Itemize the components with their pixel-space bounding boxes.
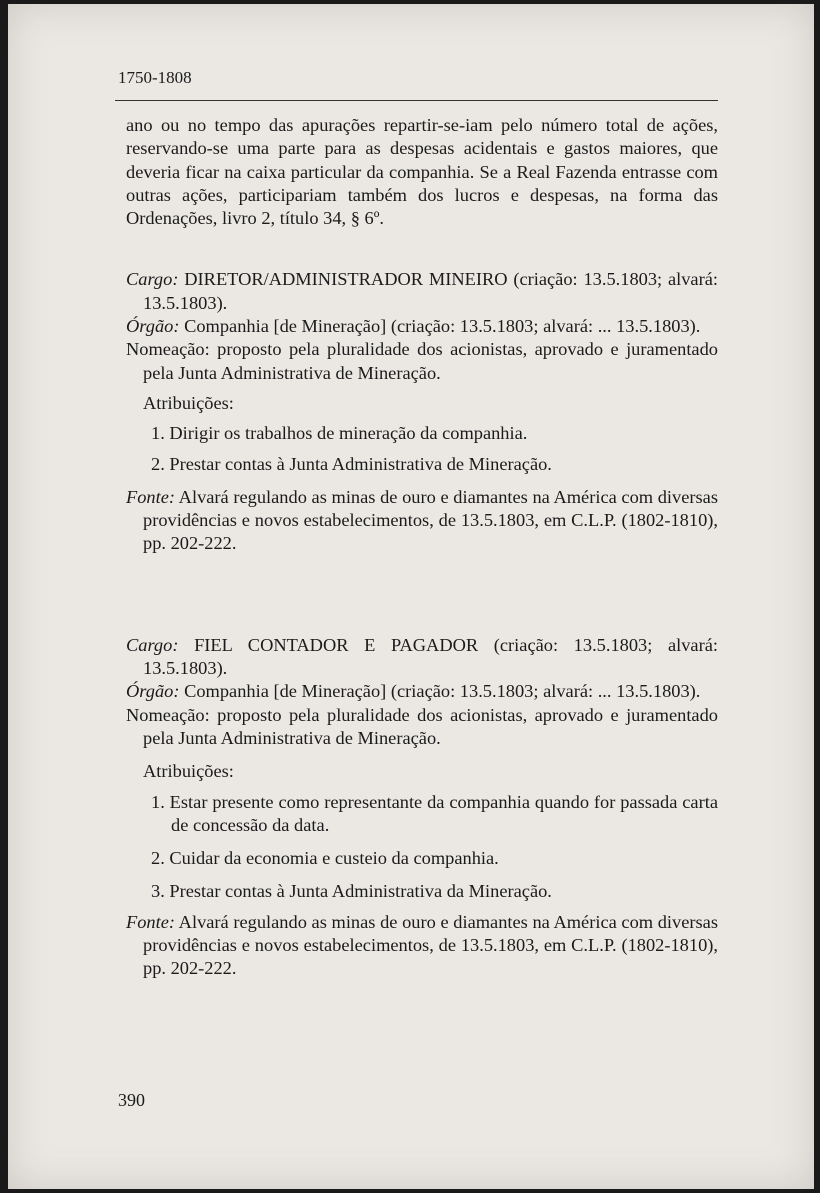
atribuicao-item: 1. Estar presente como representante da companhia quando for passada carta de concessão da data. <box>151 791 718 835</box>
atribuicoes-heading: Atribuições: <box>143 761 234 782</box>
atribuicao-item: 2. Prestar contas à Junta Administrativa de Mineração. <box>151 453 552 474</box>
intro-paragraph: ano ou no tempo das apurações repartir-se-iam pelo número total de ações, reservando-se uma parte para as despesas acidentais e gastos maiores, que deveria ficar na caixa particular da companhia. Se a Real Fazenda entrasse com outras ações, participariam também dos lucros e despesas, na forma das Ordenações, livro 2, título 34, § 6º. <box>126 115 718 229</box>
cargo-line <box>126 634 718 681</box>
orgao-text: Companhia [de Mineração] (criação: 13.5.1803; alvará: ... 13.5.1803). <box>184 316 701 337</box>
header-rule <box>115 100 718 101</box>
atribuicao-item: 3. Prestar contas à Junta Administrativa da Mineração. <box>151 881 552 902</box>
cargo-text: FIEL CONTADOR E PAGADOR (criação: 13.5.1803; alvará: 13.5.1803). <box>143 634 718 679</box>
running-title: 1750-1808 <box>118 68 192 87</box>
atribuicao-item: 2. Cuidar da economia e custeio da companhia. <box>151 848 499 869</box>
fonte-label: Fonte: <box>126 911 176 932</box>
atribuicoes-heading: Atribuições: <box>143 392 234 413</box>
nomeacao-line: Nomeação: proposto pela pluralidade dos acionistas, aprovado e juramentado pela Junta Administrativa de Mineração. <box>126 339 718 383</box>
page-content <box>126 114 718 981</box>
entry-fiel-contador <box>126 634 718 981</box>
orgao-line <box>126 680 718 703</box>
page-number: 390 <box>118 1090 145 1110</box>
nomeacao-line: Nomeação: proposto pela pluralidade dos acionistas, aprovado e juramentado pela Junta Administrativa de Mineração. <box>126 704 718 748</box>
cargo-label: Cargo: <box>126 634 179 655</box>
book-page <box>8 4 814 1189</box>
cargo-label: Cargo: <box>126 269 179 290</box>
orgao-text: Companhia [de Mineração] (criação: 13.5.1803; alvará: ... 13.5.1803). <box>184 681 701 702</box>
cargo-line <box>126 268 718 315</box>
fonte-label: Fonte: <box>126 486 176 507</box>
fonte-line <box>126 486 718 556</box>
fonte-text: Alvará regulando as minas de ouro e diamantes na América com diversas providências e novos estabelecimentos, de 13.5.1803, em C.L.P. (1802-1810), pp. 202-222. <box>143 486 718 554</box>
orgao-label: Órgão: <box>126 316 180 337</box>
orgao-line <box>126 315 718 338</box>
fonte-line <box>126 911 718 981</box>
fonte-text: Alvará regulando as minas de ouro e diamantes na América com diversas providências e novos estabelecimentos, de 13.5.1803, em C.L.P. (1802-1810), pp. 202-222. <box>143 911 718 979</box>
orgao-label: Órgão: <box>126 681 180 702</box>
entry-diretor-administrador <box>126 268 718 555</box>
atribuicao-item: 1. Dirigir os trabalhos de mineração da companhia. <box>151 423 528 444</box>
cargo-text: DIRETOR/ADMINISTRADOR MINEIRO (criação: 13.5.1803; alvará: 13.5.1803). <box>143 269 718 313</box>
